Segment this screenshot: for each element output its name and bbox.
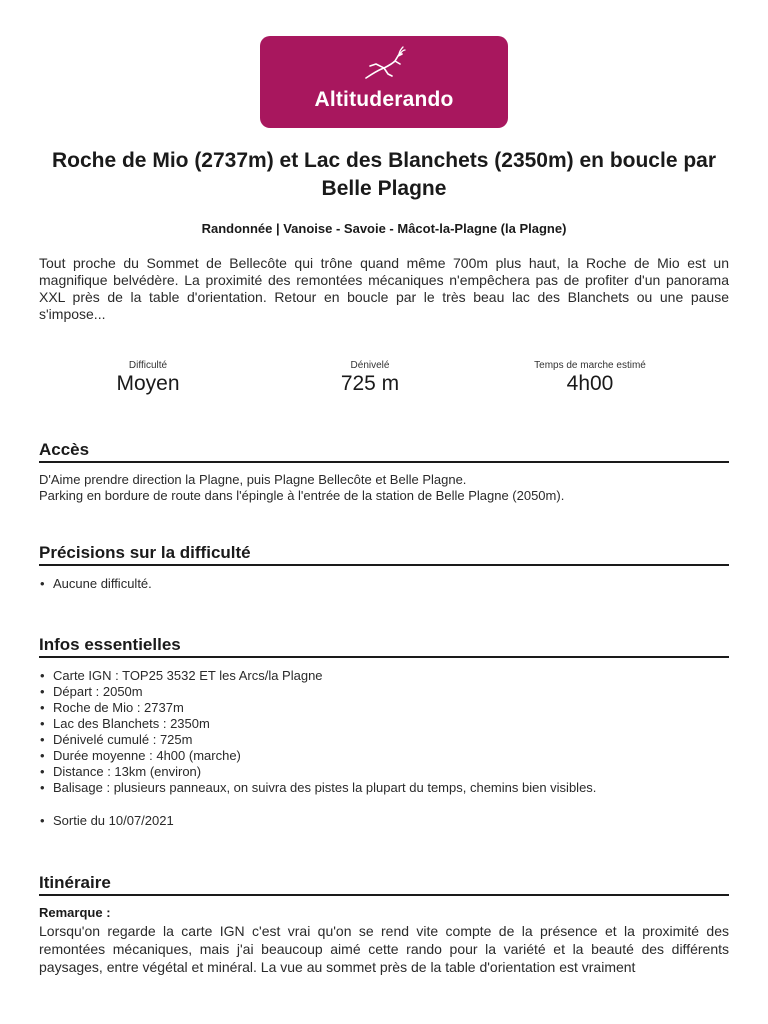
stat-label: Dénivelé (350, 360, 390, 371)
stat-elevation (310, 360, 430, 396)
acces-line: D'Aime prendre direction la Plagne, puis Plagne Bellecôte et Belle Plagne. (39, 472, 467, 487)
section-title-difficulte: Précisions sur la difficulté (39, 542, 729, 566)
list-item: • Carte IGN : TOP25 3532 ET les Arcs/la Plagne (39, 668, 729, 684)
list-item: • Distance : 13km (environ) (39, 764, 729, 780)
stat-difficulty (88, 360, 208, 396)
infos-list (39, 668, 729, 796)
stat-label: Difficulté (128, 360, 168, 371)
list-item: • Lac des Blanchets : 2350m (39, 716, 729, 732)
acces-line: Parking en bordure de route dans l'épingle à l'entrée de la station de Belle Plagne (2050m). (39, 488, 565, 503)
section-title-acces: Accès (39, 439, 729, 463)
page-title: Roche de Mio (2737m) et Lac des Blanchets (2350m) en boucle par Belle Plagne (51, 149, 717, 200)
stat-value: 725 m (340, 372, 400, 395)
list-item: • Aucune difficulté. (39, 576, 729, 592)
acces-text (39, 472, 729, 504)
list-item: • Balisage : plusieurs panneaux, on suivra des pistes la plupart du temps, chemins bien visibles. (39, 780, 729, 796)
intro-text: Tout proche du Sommet de Bellecôte qui trône quand même 700m plus haut, la Roche de Mio est un magnifique belvédère. La proximité des remontées mécaniques n'empêchera pas de profiter d'un panorama XXL près de la table d'orientation. Retour en boucle par le très beau lac des Blanchets ou une pause s'impose... (39, 255, 729, 322)
stat-label: Temps de marche estimé (534, 360, 646, 371)
itineraire-text: Lorsqu'on regarde la carte IGN c'est vrai qu'on se rend vite compte de la présence et la proximité des remontées mécaniques, mais j'ai beaucoup aimé cette rando pour la variété et la beauté des différents paysages, entre végétal et minéral. La vue au sommet près de la table d'orientation est vraiment (39, 923, 729, 975)
list-item: • Sortie du 10/07/2021 (39, 813, 729, 829)
section-title-infos: Infos essentielles (39, 634, 729, 658)
chamois-icon (362, 44, 406, 88)
page-subtitle: Randonnée | Vanoise - Savoie - Mâcot-la-Plagne (la Plagne) (201, 221, 567, 236)
infos-extra-list (39, 813, 729, 829)
section-title-itineraire: Itinéraire (39, 872, 729, 896)
logo-text: Altituderando (314, 88, 454, 111)
list-item: • Départ : 2050m (39, 684, 729, 700)
stat-value: 4h00 (566, 372, 614, 395)
list-item: • Dénivelé cumulé : 725m (39, 732, 729, 748)
stat-value: Moyen (116, 372, 180, 395)
logo[interactable] (260, 36, 508, 128)
stat-time (515, 360, 665, 396)
list-item: • Roche de Mio : 2737m (39, 700, 729, 716)
remark-label: Remarque : (39, 905, 111, 920)
list-item: • Durée moyenne : 4h00 (marche) (39, 748, 729, 764)
difficulte-list (39, 576, 729, 592)
